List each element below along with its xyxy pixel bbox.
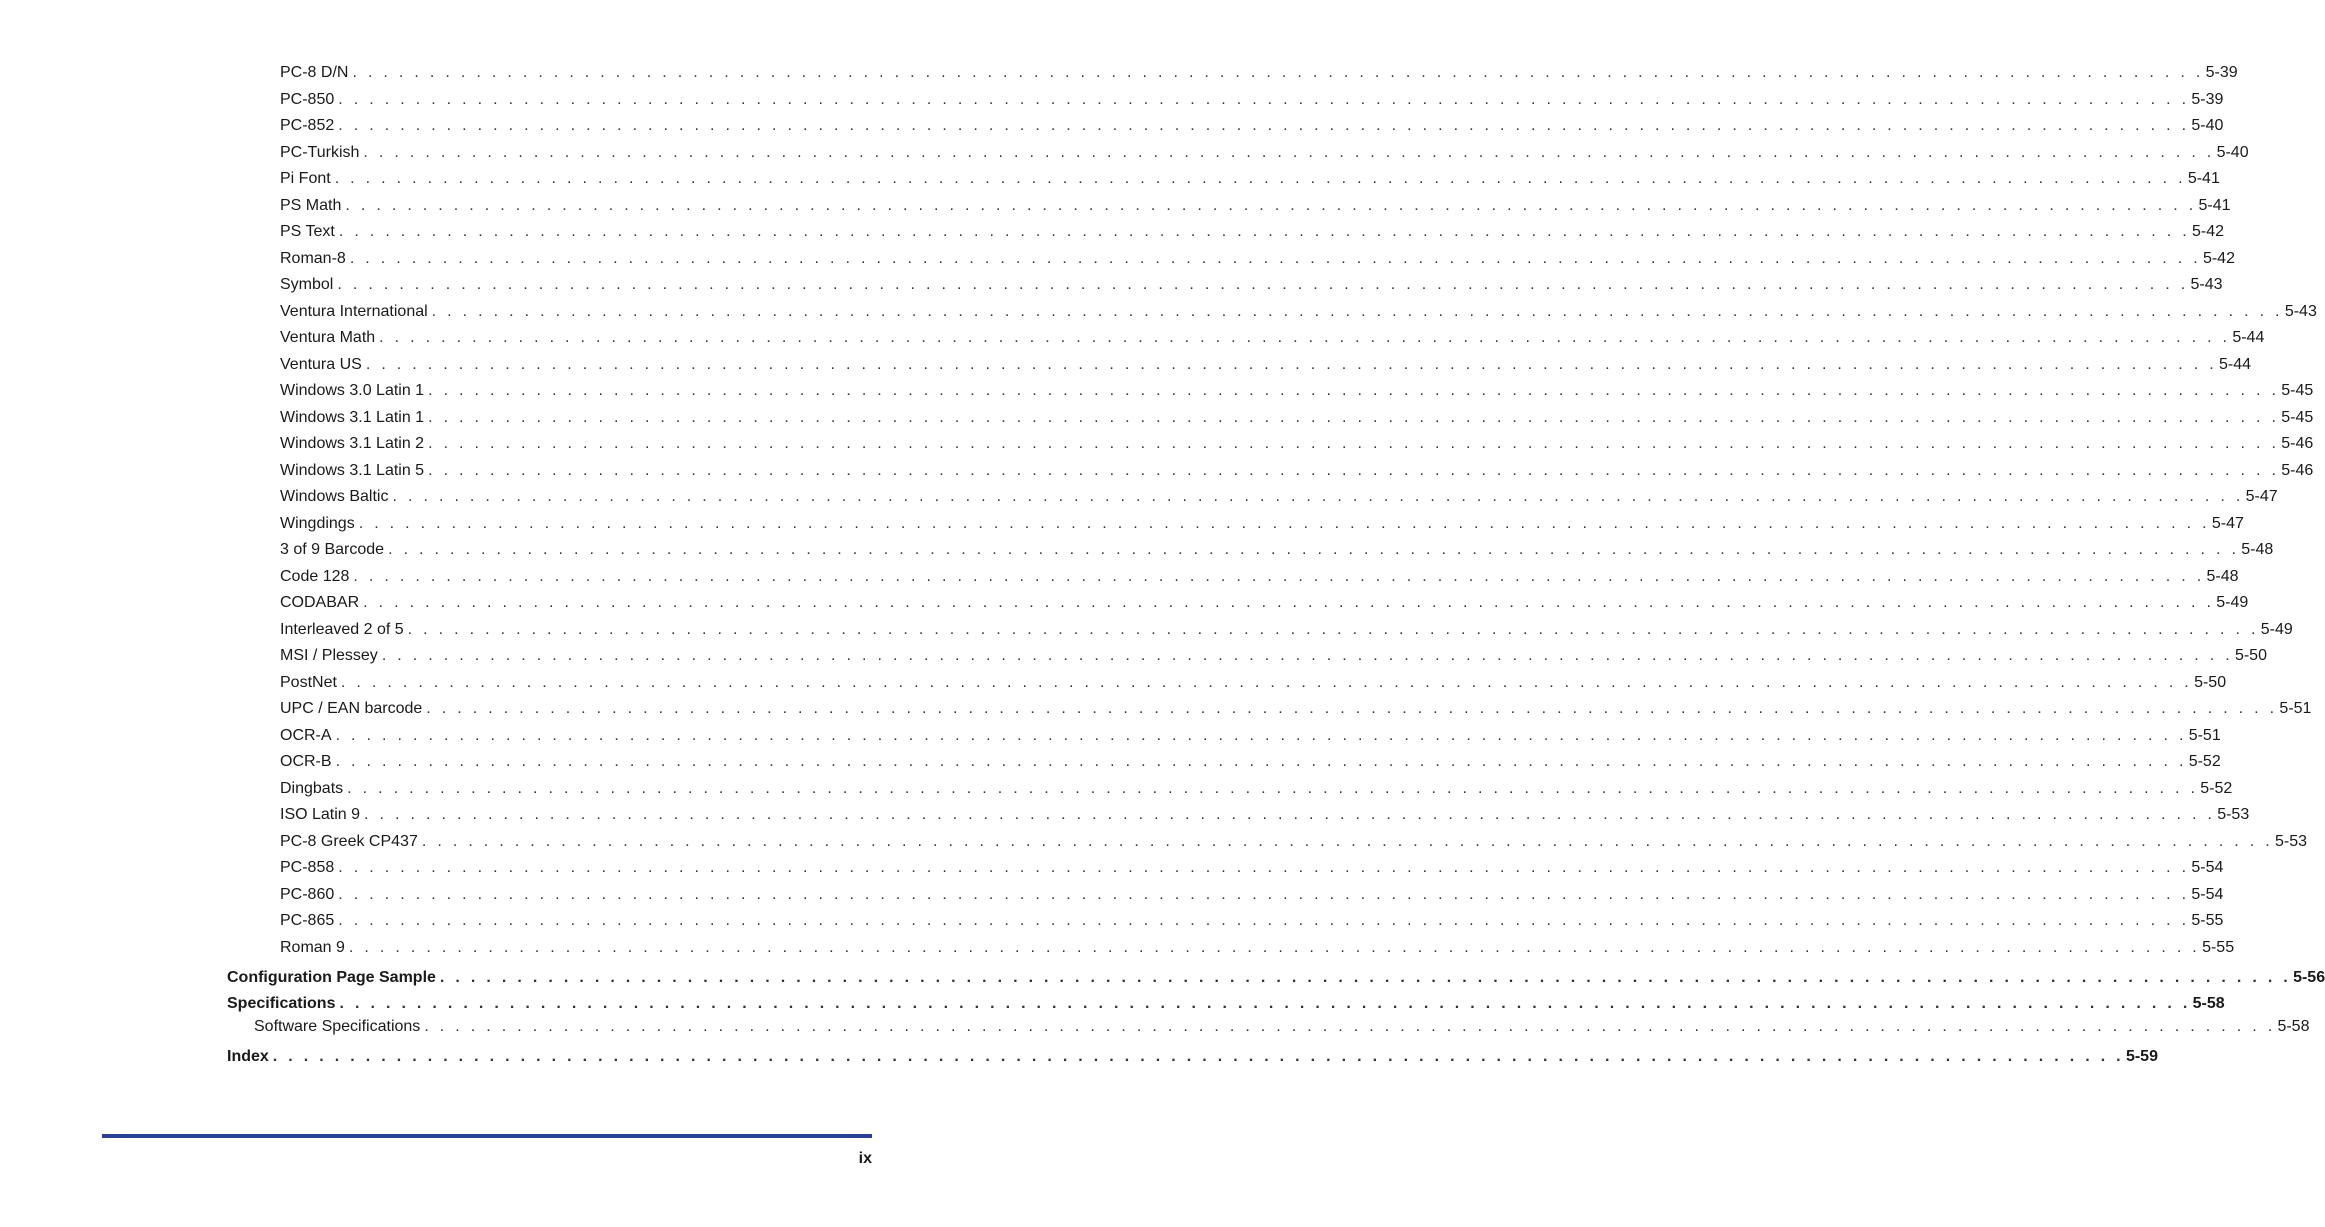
toc-entry-page: 5-48 bbox=[2241, 541, 2274, 558]
dot-leader: . . . . . . . . . . . . . . . . . . . . . . . . . . . . . . . . . . . . . . . . . . . . . . . . . . . . . . . . . . . . . . . . . . . . . . . . . . . . . . . . . . . . . . . . . . . . . . . . . . . . . . . . . . . . . . . . . . . . . . . . bbox=[426, 700, 2278, 717]
toc-entry-page: 5-41 bbox=[2187, 170, 2220, 187]
toc-entry-title: Pi Font bbox=[280, 170, 331, 187]
toc-entry-title: OCR-A bbox=[280, 727, 332, 744]
toc-entry-title: OCR-B bbox=[280, 753, 332, 770]
toc-entry-page: 5-40 bbox=[2191, 117, 2224, 134]
toc-entry-page: 5-41 bbox=[2198, 197, 2231, 214]
toc-entry[interactable] bbox=[280, 646, 2267, 666]
dot-leader: . . . . . . . . . . . . . . . . . . . . . . . . . . . . . . . . . . . . . . . . . . . . . . . . . . . . . . . . . . . . . . . . . . . . . . . . . . . . . . . . . . . . . . . . . . . . . . . . . . . . . . . . . . . . . . . . . . . . . . . . bbox=[335, 727, 2187, 744]
toc-entry[interactable] bbox=[280, 408, 2314, 428]
toc-entry-page: 5-39 bbox=[2205, 64, 2238, 81]
dot-leader: . . . . . . . . . . . . . . . . . . . . . . . . . . . . . . . . . . . . . . . . . . . . . . . . . . . . . . . . . . . . . . . . . . . . . . . . . . . . . . . . . . . . . . . . . . . . . . . . . . . . . . . . . . . . . . . . . . . . . . . . bbox=[379, 329, 2231, 346]
toc-entry[interactable] bbox=[280, 461, 2314, 481]
toc-entry-title: Windows 3.1 Latin 5 bbox=[280, 462, 425, 479]
footer-rule bbox=[102, 1134, 872, 1138]
dot-leader: . . . . . . . . . . . . . . . . . . . . . . . . . . . . . . . . . . . . . . . . . . . . . . . . . . . . . . . . . . . . . . . . . . . . . . . . . . . . . . . . . . . . . . . . . . . . . . . . . . . . . . . . . . . . . . . . . . . . . . . . bbox=[349, 250, 2201, 267]
toc-entry[interactable] bbox=[280, 302, 2317, 322]
toc-entry-title: PS Text bbox=[280, 223, 335, 240]
dot-leader: . . . . . . . . . . . . . . . . . . . . . . . . . . . . . . . . . . . . . . . . . . . . . . . . . . . . . . . . . . . . . . . . . . . . . . . . . . . . . . . . . . . . . . . . . . . . . . . . . . . . . . . . . . . . . . . . . . . . . . . . bbox=[381, 647, 2233, 664]
dot-leader: . . . . . . . . . . . . . . . . . . . . . . . . . . . . . . . . . . . . . . . . . . . . . . . . . . . . . . . . . . . . . . . . . . . . . . . . . . . . . . . . . . . . . . . . . . . . . . . . . . . . . . . . . . . . . . . . . . . . . . . . bbox=[338, 886, 2190, 903]
dot-leader: . . . . . . . . . . . . . . . . . . . . . . . . . . . . . . . . . . . . . . . . . . . . . . . . . . . . . . . . . . . . . . . . . . . . . . . . . . . . . . . . . . . . . . . . . . . . . . . . . . . . . . . . . . . . . . . . . . . . . . . . bbox=[338, 91, 2190, 108]
dot-leader: . . . . . . . . . . . . . . . . . . . . . . . . . . . . . . . . . . . . . . . . . . . . . . . . . . . . . . . . . . . . . . . . . . . . . . . . . . . . . . . . . . . . . . . . . . . . . . . . . . . . . . . . . . . . . . . . . . . . . . . . bbox=[428, 435, 2280, 452]
dot-leader: . . . . . . . . . . . . . . . . . . . . . . . . . . . . . . . . . . . . . . . . . . . . . . . . . . . . . . . . . . . . . . . . . . . . . . . . . . . . . . . . . . . . . . . . . . . . . . . . . . . . . . . . . . . . . . . . . . . . . . . . bbox=[424, 1018, 2276, 1035]
toc-entry[interactable] bbox=[280, 143, 2249, 163]
toc-entry-title: PC-860 bbox=[280, 886, 335, 903]
dot-leader: . . . . . . . . . . . . . . . . . . . . . . . . . . . . . . . . . . . . . . . . . . . . . . . . . . . . . . . . . . . . . . . . . . . . . . . . . . . . . . . . . . . . . . . . . . . . . . . . . . . . . . . . . . . . . . . . . . . . . . . . bbox=[392, 488, 2244, 505]
dot-leader: . . . . . . . . . . . . . . . . . . . . . . . . . . . . . . . . . . . . . . . . . . . . . . . . . . . . . . . . . . . . . . . . . . . . . . . . . . . . . . . . . . . . . . . . . . . . . . . . . . . . . . . . . . . . . . . . . . . . . . . . bbox=[363, 144, 2215, 161]
toc-entry[interactable] bbox=[227, 968, 2325, 988]
dot-leader: . . . . . . . . . . . . . . . . . . . . . . . . . . . . . . . . . . . . . . . . . . . . . . . . . . . . . . . . . . . . . . . . . . . . . . . . . . . . . . . . . . . . . . . . . . . . . . . . . . . . . . . . . . . . . . . . . . . . . . . . bbox=[338, 223, 2190, 240]
dot-leader: . . . . . . . . . . . . . . . . . . . . . . . . . . . . . . . . . . . . . . . . . . . . . . . . . . . . . . . . . . . . . . . . . . . . . . . . . . . . . . . . . . . . . . . . . . . . . . . . . . . . . . . . . . . . . . . . . . . . . . . . bbox=[338, 912, 2190, 929]
toc-entry-title: UPC / EAN barcode bbox=[280, 700, 423, 717]
toc-entry[interactable] bbox=[280, 699, 2312, 719]
toc-entry-title: 3 of 9 Barcode bbox=[280, 541, 385, 558]
toc-entry-title: Windows Baltic bbox=[280, 488, 389, 505]
toc-entry-title: Roman 9 bbox=[280, 939, 345, 956]
toc-entry-page: 5-51 bbox=[2188, 727, 2221, 744]
toc-entry-page: 5-46 bbox=[2281, 462, 2314, 479]
toc-entry[interactable] bbox=[280, 540, 2274, 560]
dot-leader: . . . . . . . . . . . . . . . . . . . . . . . . . . . . . . . . . . . . . . . . . . . . . . . . . . . . . . . . . . . . . . . . . . . . . . . . . . . . . . . . . . . . . . . . . . . . . . . . . . . . . . . . . . . . . . . . . . . . . . . . bbox=[345, 197, 2197, 214]
toc-entry-title: Roman-8 bbox=[280, 250, 346, 267]
dot-leader: . . . . . . . . . . . . . . . . . . . . . . . . . . . . . . . . . . . . . . . . . . . . . . . . . . . . . . . . . . . . . . . . . . . . . . . . . . . . . . . . . . . . . . . . . . . . . . . . . . . . . . . . . . . . . . . . . . . . . . . . bbox=[407, 621, 2259, 638]
page-number: ix bbox=[858, 1150, 872, 1167]
toc-entry-page: 5-49 bbox=[2260, 621, 2293, 638]
toc-entry-title: PC-Turkish bbox=[280, 144, 360, 161]
toc-entry-title: Software Specifications bbox=[254, 1018, 421, 1035]
toc-entry-title: Code 128 bbox=[280, 568, 350, 585]
toc-entry-page: 5-53 bbox=[2274, 833, 2308, 850]
toc-entry-title: MSI / Plessey bbox=[280, 647, 378, 664]
toc-entry[interactable] bbox=[280, 938, 2235, 958]
toc-entry[interactable] bbox=[280, 328, 2265, 348]
toc-entry-page: 5-59 bbox=[2125, 1048, 2158, 1065]
toc-entry-title: Ventura US bbox=[280, 356, 362, 373]
toc-entry[interactable] bbox=[280, 355, 2251, 375]
dot-leader: . . . . . . . . . . . . . . . . . . . . . . . . . . . . . . . . . . . . . . . . . . . . . . . . . . . . . . . . . . . . . . . . . . . . . . . . . . . . . . . . . . . . . . . . . . . . . . . . . . . . . . . . . . . . . . . . . . . . . . . . bbox=[335, 753, 2187, 770]
toc-entry-title: Ventura International bbox=[280, 303, 428, 320]
toc-entry-page: 5-47 bbox=[2211, 515, 2244, 532]
toc-entry-title: PC-850 bbox=[280, 91, 335, 108]
dot-leader: . . . . . . . . . . . . . . . . . . . . . . . . . . . . . . . . . . . . . . . . . . . . . . . . . . . . . . . . . . . . . . . . . . . . . . . . . . . . . . . . . . . . . . . . . . . . . . . . . . . . . . . . . . . . . . . . . . . . . . . . bbox=[337, 276, 2189, 293]
toc-entry-page: 5-50 bbox=[2194, 674, 2227, 691]
toc-entry-title: ISO Latin 9 bbox=[280, 806, 361, 823]
toc-entry-page: 5-49 bbox=[2216, 594, 2249, 611]
dot-leader: . . . . . . . . . . . . . . . . . . . . . . . . . . . . . . . . . . . . . . . . . . . . . . . . . . . . . . . . . . . . . . . . . . . . . . . . . . . . . . . . . . . . . . . . . . . . . . . . . . . . . . . . . . . . . . . . . . . . . . . . bbox=[338, 117, 2190, 134]
toc-entry-page: 5-52 bbox=[2188, 753, 2221, 770]
dot-leader: . . . . . . . . . . . . . . . . . . . . . . . . . . . . . . . . . . . . . . . . . . . . . . . . . . . . . . . . . . . . . . . . . . . . . . . . . . . . . . . . . . . . . . . . . . . . . . . . . . . . . . . . . . . . . . . . . . . . . . . . bbox=[363, 594, 2215, 611]
toc-entry[interactable] bbox=[280, 567, 2239, 587]
toc-entry-page: 5-39 bbox=[2191, 91, 2224, 108]
dot-leader: . . . . . . . . . . . . . . . . . . . . . . . . . . . . . . . . . . . . . . . . . . . . . . . . . . . . . . . . . . . . . . . . . . . . . . . . . . . . . . . . . . . . . . . . . . . . . . . . . . . . . . . . . . . . . . . . . . . . . . . . bbox=[352, 64, 2204, 81]
toc-entry-page: 5-52 bbox=[2200, 780, 2233, 797]
toc-entry-title: PC-8 Greek CP437 bbox=[280, 833, 418, 850]
toc-entry-title: Dingbats bbox=[280, 780, 344, 797]
toc-entry[interactable] bbox=[280, 487, 2278, 507]
toc-entry[interactable] bbox=[280, 275, 2223, 295]
toc-entry-page: 5-53 bbox=[2217, 806, 2250, 823]
dot-leader: . . . . . . . . . . . . . . . . . . . . . . . . . . . . . . . . . . . . . . . . . . . . . . . . . . . . . . . . . . . . . . . . . . . . . . . . . . . . . . . . . . . . . . . . . . . . . . . . . . . . . . . . . . . . . . . . . . . . . . . . bbox=[334, 170, 2186, 187]
toc-entry-title: Wingdings bbox=[280, 515, 355, 532]
dot-leader: . . . . . . . . . . . . . . . . . . . . . . . . . . . . . . . . . . . . . . . . . . . . . . . . . . . . . . . . . . . . . . . . . . . . . . . . . . . . . . . . . . . . . . . . . . . . . . . . . . . . . . . . . . . . . . . . . . . . . . . . bbox=[364, 806, 2216, 823]
toc-entry[interactable] bbox=[280, 169, 2220, 189]
toc-entry[interactable] bbox=[280, 832, 2308, 852]
toc-entry-page: 5-47 bbox=[2245, 488, 2278, 505]
toc-entry[interactable] bbox=[280, 858, 2224, 878]
toc-entry[interactable] bbox=[280, 911, 2224, 931]
toc-entry-title: Symbol bbox=[280, 276, 334, 293]
toc-entry-title: Specifications bbox=[227, 995, 336, 1012]
toc-entry-page: 5-50 bbox=[2234, 647, 2267, 664]
toc-entry-page: 5-42 bbox=[2191, 223, 2225, 240]
dot-leader: . . . . . . . . . . . . . . . . . . . . . . . . . . . . . . . . . . . . . . . . . . . . . . . . . . . . . . . . . . . . . . . . . . . . . . . . . . . . . . . . . . . . . . . . . . . . . . . . . . . . . . . . . . . . . . . . . . . . . . . . bbox=[339, 995, 2191, 1012]
toc-entry[interactable] bbox=[280, 116, 2224, 136]
toc-entry[interactable] bbox=[227, 1047, 2158, 1067]
dot-leader: . . . . . . . . . . . . . . . . . . . . . . . . . . . . . . . . . . . . . . . . . . . . . . . . . . . . . . . . . . . . . . . . . . . . . . . . . . . . . . . . . . . . . . . . . . . . . . . . . . . . . . . . . . . . . . . . . . . . . . . . bbox=[439, 969, 2292, 986]
toc-entry[interactable] bbox=[280, 885, 2224, 905]
toc-entry-title: PC-858 bbox=[280, 859, 335, 876]
toc-entry[interactable] bbox=[280, 779, 2233, 799]
toc-entry[interactable] bbox=[280, 752, 2221, 772]
toc-entry-title: PS Math bbox=[280, 197, 342, 214]
toc-entry[interactable] bbox=[280, 381, 2314, 401]
toc-entry-page: 5-42 bbox=[2202, 250, 2235, 267]
toc-entry-page: 5-55 bbox=[2202, 939, 2235, 956]
toc-entry-page: 5-51 bbox=[2279, 700, 2312, 717]
toc-entry-page: 5-43 bbox=[2190, 276, 2223, 293]
toc-entry-title: PC-852 bbox=[280, 117, 335, 134]
toc-entry-page: 5-43 bbox=[2284, 303, 2317, 320]
toc-entry[interactable] bbox=[280, 90, 2224, 110]
dot-leader: . . . . . . . . . . . . . . . . . . . . . . . . . . . . . . . . . . . . . . . . . . . . . . . . . . . . . . . . . . . . . . . . . . . . . . . . . . . . . . . . . . . . . . . . . . . . . . . . . . . . . . . . . . . . . . . . . . . . . . . . bbox=[421, 833, 2273, 850]
toc-entry-page: 5-58 bbox=[2277, 1018, 2310, 1035]
toc-entry-title: Configuration Page Sample bbox=[227, 969, 436, 986]
toc-entry-title: PostNet bbox=[280, 674, 337, 691]
toc-entry[interactable] bbox=[280, 196, 2231, 216]
toc-entry[interactable] bbox=[280, 434, 2314, 454]
dot-leader: . . . . . . . . . . . . . . . . . . . . . . . . . . . . . . . . . . . . . . . . . . . . . . . . . . . . . . . . . . . . . . . . . . . . . . . . . . . . . . . . . . . . . . . . . . . . . . . . . . . . . . . . . . . . . . . . . . . . . . . . bbox=[347, 780, 2199, 797]
toc-entry-title: Windows 3.1 Latin 1 bbox=[280, 409, 425, 426]
dot-leader: . . . . . . . . . . . . . . . . . . . . . . . . . . . . . . . . . . . . . . . . . . . . . . . . . . . . . . . . . . . . . . . . . . . . . . . . . . . . . . . . . . . . . . . . . . . . . . . . . . . . . . . . . . . . . . . . . . . . . . . . bbox=[272, 1048, 2124, 1065]
toc-entry[interactable] bbox=[254, 1017, 2310, 1037]
toc-entry-title: Interleaved 2 of 5 bbox=[280, 621, 404, 638]
toc-entry-page: 5-45 bbox=[2281, 382, 2314, 399]
toc-entry-title: Index bbox=[227, 1048, 269, 1065]
dot-leader: . . . . . . . . . . . . . . . . . . . . . . . . . . . . . . . . . . . . . . . . . . . . . . . . . . . . . . . . . . . . . . . . . . . . . . . . . . . . . . . . . . . . . . . . . . . . . . . . . . . . . . . . . . . . . . . . . . . . . . . . bbox=[340, 674, 2193, 691]
toc-entry-page: 5-55 bbox=[2191, 912, 2224, 929]
dot-leader: . . . . . . . . . . . . . . . . . . . . . . . . . . . . . . . . . . . . . . . . . . . . . . . . . . . . . . . . . . . . . . . . . . . . . . . . . . . . . . . . . . . . . . . . . . . . . . . . . . . . . . . . . . . . . . . . . . . . . . . . bbox=[338, 859, 2190, 876]
dot-leader: . . . . . . . . . . . . . . . . . . . . . . . . . . . . . . . . . . . . . . . . . . . . . . . . . . . . . . . . . . . . . . . . . . . . . . . . . . . . . . . . . . . . . . . . . . . . . . . . . . . . . . . . . . . . . . . . . . . . . . . . bbox=[388, 541, 2240, 558]
toc-entry-title: Ventura Math bbox=[280, 329, 376, 346]
dot-leader: . . . . . . . . . . . . . . . . . . . . . . . . . . . . . . . . . . . . . . . . . . . . . . . . . . . . . . . . . . . . . . . . . . . . . . . . . . . . . . . . . . . . . . . . . . . . . . . . . . . . . . . . . . . . . . . . . . . . . . . . bbox=[348, 939, 2201, 956]
toc-entry[interactable] bbox=[280, 726, 2221, 746]
toc-entry-page: 5-44 bbox=[2218, 356, 2251, 373]
toc-entry-page: 5-54 bbox=[2191, 859, 2224, 876]
toc-entry[interactable] bbox=[280, 222, 2225, 242]
dot-leader: . . . . . . . . . . . . . . . . . . . . . . . . . . . . . . . . . . . . . . . . . . . . . . . . . . . . . . . . . . . . . . . . . . . . . . . . . . . . . . . . . . . . . . . . . . . . . . . . . . . . . . . . . . . . . . . . . . . . . . . . bbox=[358, 515, 2210, 532]
toc-entry-title: PC-865 bbox=[280, 912, 335, 929]
toc-entry[interactable] bbox=[227, 994, 2225, 1014]
dot-leader: . . . . . . . . . . . . . . . . . . . . . . . . . . . . . . . . . . . . . . . . . . . . . . . . . . . . . . . . . . . . . . . . . . . . . . . . . . . . . . . . . . . . . . . . . . . . . . . . . . . . . . . . . . . . . . . . . . . . . . . . bbox=[365, 356, 2217, 373]
toc-entry[interactable] bbox=[280, 593, 2249, 613]
dot-leader: . . . . . . . . . . . . . . . . . . . . . . . . . . . . . . . . . . . . . . . . . . . . . . . . . . . . . . . . . . . . . . . . . . . . . . . . . . . . . . . . . . . . . . . . . . . . . . . . . . . . . . . . . . . . . . . . . . . . . . . . bbox=[428, 382, 2280, 399]
dot-leader: . . . . . . . . . . . . . . . . . . . . . . . . . . . . . . . . . . . . . . . . . . . . . . . . . . . . . . . . . . . . . . . . . . . . . . . . . . . . . . . . . . . . . . . . . . . . . . . . . . . . . . . . . . . . . . . . . . . . . . . . bbox=[431, 303, 2283, 320]
toc-entry[interactable] bbox=[280, 673, 2227, 693]
toc-entry-title: CODABAR bbox=[280, 594, 360, 611]
toc-entry-page: 5-45 bbox=[2281, 409, 2314, 426]
toc-entry[interactable] bbox=[280, 514, 2244, 534]
toc-entry[interactable] bbox=[280, 620, 2293, 640]
toc-entry-page: 5-40 bbox=[2216, 144, 2249, 161]
toc-entry-page: 5-48 bbox=[2206, 568, 2239, 585]
toc-entry[interactable] bbox=[280, 63, 2238, 83]
toc-entry[interactable] bbox=[280, 249, 2235, 269]
toc-entry-page: 5-44 bbox=[2232, 329, 2265, 346]
dot-leader: . . . . . . . . . . . . . . . . . . . . . . . . . . . . . . . . . . . . . . . . . . . . . . . . . . . . . . . . . . . . . . . . . . . . . . . . . . . . . . . . . . . . . . . . . . . . . . . . . . . . . . . . . . . . . . . . . . . . . . . . bbox=[428, 462, 2280, 479]
dot-leader: . . . . . . . . . . . . . . . . . . . . . . . . . . . . . . . . . . . . . . . . . . . . . . . . . . . . . . . . . . . . . . . . . . . . . . . . . . . . . . . . . . . . . . . . . . . . . . . . . . . . . . . . . . . . . . . . . . . . . . . . bbox=[353, 568, 2205, 585]
dot-leader: . . . . . . . . . . . . . . . . . . . . . . . . . . . . . . . . . . . . . . . . . . . . . . . . . . . . . . . . . . . . . . . . . . . . . . . . . . . . . . . . . . . . . . . . . . . . . . . . . . . . . . . . . . . . . . . . . . . . . . . . bbox=[428, 409, 2280, 426]
toc-entry-title: PC-8 D/N bbox=[280, 64, 349, 81]
toc-entry-title: Windows 3.1 Latin 2 bbox=[280, 435, 425, 452]
toc-entry-page: 5-54 bbox=[2191, 886, 2224, 903]
toc-entry-page: 5-58 bbox=[2192, 995, 2225, 1012]
toc-entry-title: Windows 3.0 Latin 1 bbox=[280, 382, 425, 399]
toc-entry[interactable] bbox=[280, 805, 2250, 825]
toc-entry-page: 5-56 bbox=[2293, 969, 2325, 986]
toc-entry-page: 5-46 bbox=[2281, 435, 2314, 452]
